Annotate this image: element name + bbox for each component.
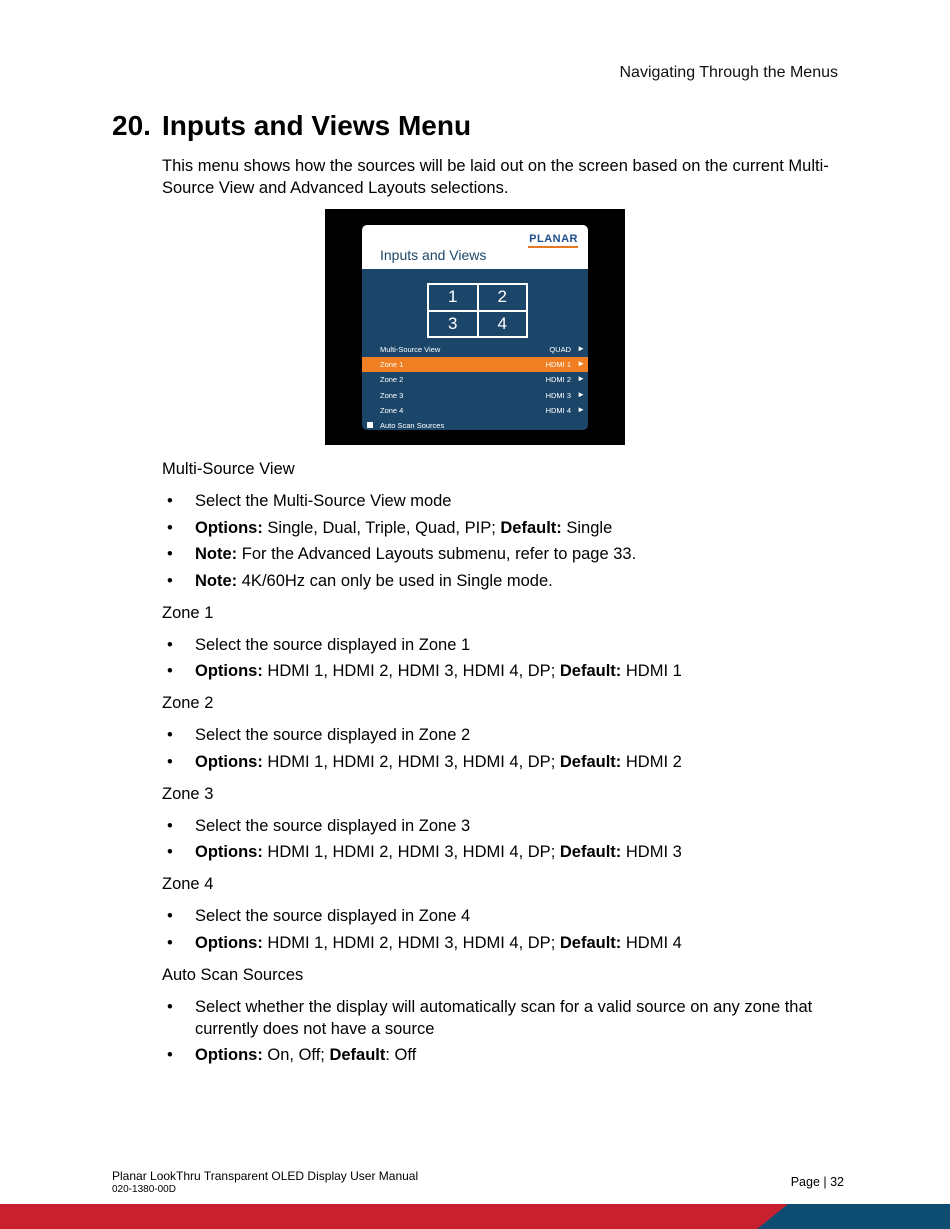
osd-row-value: HDMI 1 [545, 360, 571, 369]
osd-header [362, 225, 588, 269]
list-item [162, 724, 845, 746]
list-item [162, 543, 845, 565]
osd-row-value: HDMI 4 [545, 406, 571, 415]
osd-title: Inputs and Views [380, 247, 487, 263]
bullet-text: Select the source displayed in Zone 3 [195, 816, 471, 835]
osd-row-zone-4 [362, 403, 588, 418]
footer-blue-bar [757, 1204, 950, 1229]
options-label: Options: [195, 752, 263, 771]
bullet-text: Select the source displayed in Zone 4 [195, 907, 471, 925]
default-label: Default: [500, 518, 562, 537]
options-label: Options: [195, 662, 263, 680]
list-item [162, 570, 845, 592]
list-item [162, 996, 845, 1040]
item-multi-source-view [162, 458, 862, 592]
bullet-text: Select the source displayed in Zone 2 [195, 726, 471, 744]
note-label: Note: [195, 545, 238, 563]
planar-logo: PLANAR [529, 233, 578, 245]
default-label: Default: [559, 662, 622, 680]
osd-row-value: HDMI 3 [545, 391, 571, 400]
list-item [162, 815, 845, 837]
note-text: 4K/60Hz can only be used in Single mode. [237, 571, 553, 590]
bullet-list [162, 634, 862, 683]
item-title: Zone 3 [162, 784, 214, 803]
options-text: HDMI 1, HDMI 2, HDMI 3, HDMI 4, DP; [262, 933, 560, 952]
default-label: Default: [559, 933, 622, 952]
section-title-text: Inputs and Views Menu [162, 110, 472, 141]
arrow-right-icon: ► [577, 344, 585, 353]
item-title: Zone 1 [162, 603, 214, 622]
bullet-text: Select the source displayed in Zone 1 [195, 635, 471, 654]
doc-code: 020-1380-00D [112, 1184, 176, 1195]
osd-row-value: QUAD [549, 345, 571, 354]
default-text: HDMI 4 [621, 933, 682, 952]
bullet-list [162, 724, 862, 773]
item-zone-3 [162, 783, 862, 864]
options-text: HDMI 1, HDMI 2, HDMI 3, HDMI 4, DP; [262, 843, 560, 861]
default-text: : Off [385, 1046, 417, 1064]
arrow-right-icon: ► [577, 374, 585, 383]
default-label: Default: [559, 752, 622, 771]
item-zone-1 [162, 602, 862, 683]
footer-manual-info [112, 1169, 418, 1197]
zone-cell: 1 [428, 284, 478, 311]
default-text: Single [561, 518, 613, 537]
item-zone-4 [162, 873, 862, 954]
osd-row-label: Zone 3 [380, 391, 404, 400]
zone-cell: 3 [428, 311, 478, 338]
default-text: HDMI 1 [621, 662, 682, 680]
item-auto-scan-sources [162, 964, 862, 1067]
arrow-right-icon: ► [577, 405, 585, 414]
osd-row-label: Zone 4 [380, 406, 404, 415]
list-item [162, 517, 845, 539]
bullet-list [162, 490, 862, 592]
list-item [162, 905, 845, 927]
item-title: Multi-Source View [162, 460, 295, 478]
options-label: Options: [195, 933, 263, 952]
options-text: HDMI 1, HDMI 2, HDMI 3, HDMI 4, DP; [262, 662, 560, 680]
osd-row-value: HDMI 2 [545, 375, 571, 384]
list-item [162, 1044, 845, 1066]
options-text: Single, Dual, Triple, Quad, PIP; [262, 518, 501, 537]
default-text: HDMI 2 [621, 752, 682, 771]
logo-underline [528, 246, 578, 248]
note-text: For the Advanced Layouts submenu, refer to page 33. [237, 545, 637, 563]
checkbox-icon [367, 422, 373, 428]
list-item [162, 490, 845, 512]
osd-row-label: Zone 1 [380, 360, 404, 369]
page-number: Page | 32 [790, 1175, 844, 1189]
arrow-right-icon: ► [577, 390, 585, 399]
options-label: Options: [195, 843, 263, 861]
manual-title: Planar LookThru Transparent OLED Display User Manual [112, 1169, 419, 1183]
list-item [162, 932, 845, 954]
bullet-list [162, 905, 862, 954]
options-label: Options: [195, 1046, 263, 1064]
zone-cell: 2 [478, 284, 528, 311]
default-label: Default [329, 1046, 386, 1064]
list-item [162, 841, 845, 863]
item-title: Zone 4 [162, 875, 214, 893]
running-header: Navigating Through the Menus [619, 64, 838, 81]
osd-row-label: Auto Scan Sources [380, 421, 445, 430]
options-text: On, Off; [262, 1046, 330, 1064]
osd-row-zone-3 [362, 388, 588, 403]
section-number: 20. [112, 110, 151, 141]
menu-descriptions [162, 458, 862, 1076]
footer-red-bar [0, 1204, 790, 1229]
osd-panel [362, 225, 588, 430]
arrow-right-icon: ► [577, 359, 585, 368]
list-item [162, 634, 845, 656]
osd-screenshot [325, 209, 625, 445]
default-label: Default: [559, 843, 622, 861]
item-title: Zone 2 [162, 694, 214, 712]
quad-layout-preview [427, 283, 528, 338]
section-title [112, 110, 471, 142]
osd-row-zone-1 [362, 357, 588, 372]
osd-row-auto-scan [362, 418, 588, 430]
item-title: Auto Scan Sources [162, 965, 304, 984]
default-text: HDMI 3 [621, 843, 682, 861]
options-text: HDMI 1, HDMI 2, HDMI 3, HDMI 4, DP; [262, 752, 560, 771]
zone-cell: 4 [478, 311, 528, 338]
osd-row-zone-2 [362, 372, 588, 387]
osd-row-multi-source-view [362, 342, 588, 357]
bullet-text: Select the Multi-Source View mode [195, 492, 452, 510]
bullet-list [162, 815, 862, 864]
note-label: Note: [195, 571, 238, 590]
intro-paragraph: This menu shows how the sources will be laid out on the screen based on the current Multi-Source View and Advanced Layouts selections. [162, 157, 829, 197]
osd-row-label: Zone 2 [380, 375, 404, 384]
options-label: Options: [195, 518, 263, 537]
osd-row-label: Multi-Source View [380, 345, 441, 354]
list-item [162, 751, 845, 773]
bullet-list [162, 996, 862, 1067]
list-item [162, 660, 845, 682]
item-zone-2 [162, 692, 862, 773]
bullet-text: Select whether the display will automatically scan for a valid source on any zone that currently does not have a source [195, 997, 813, 1038]
